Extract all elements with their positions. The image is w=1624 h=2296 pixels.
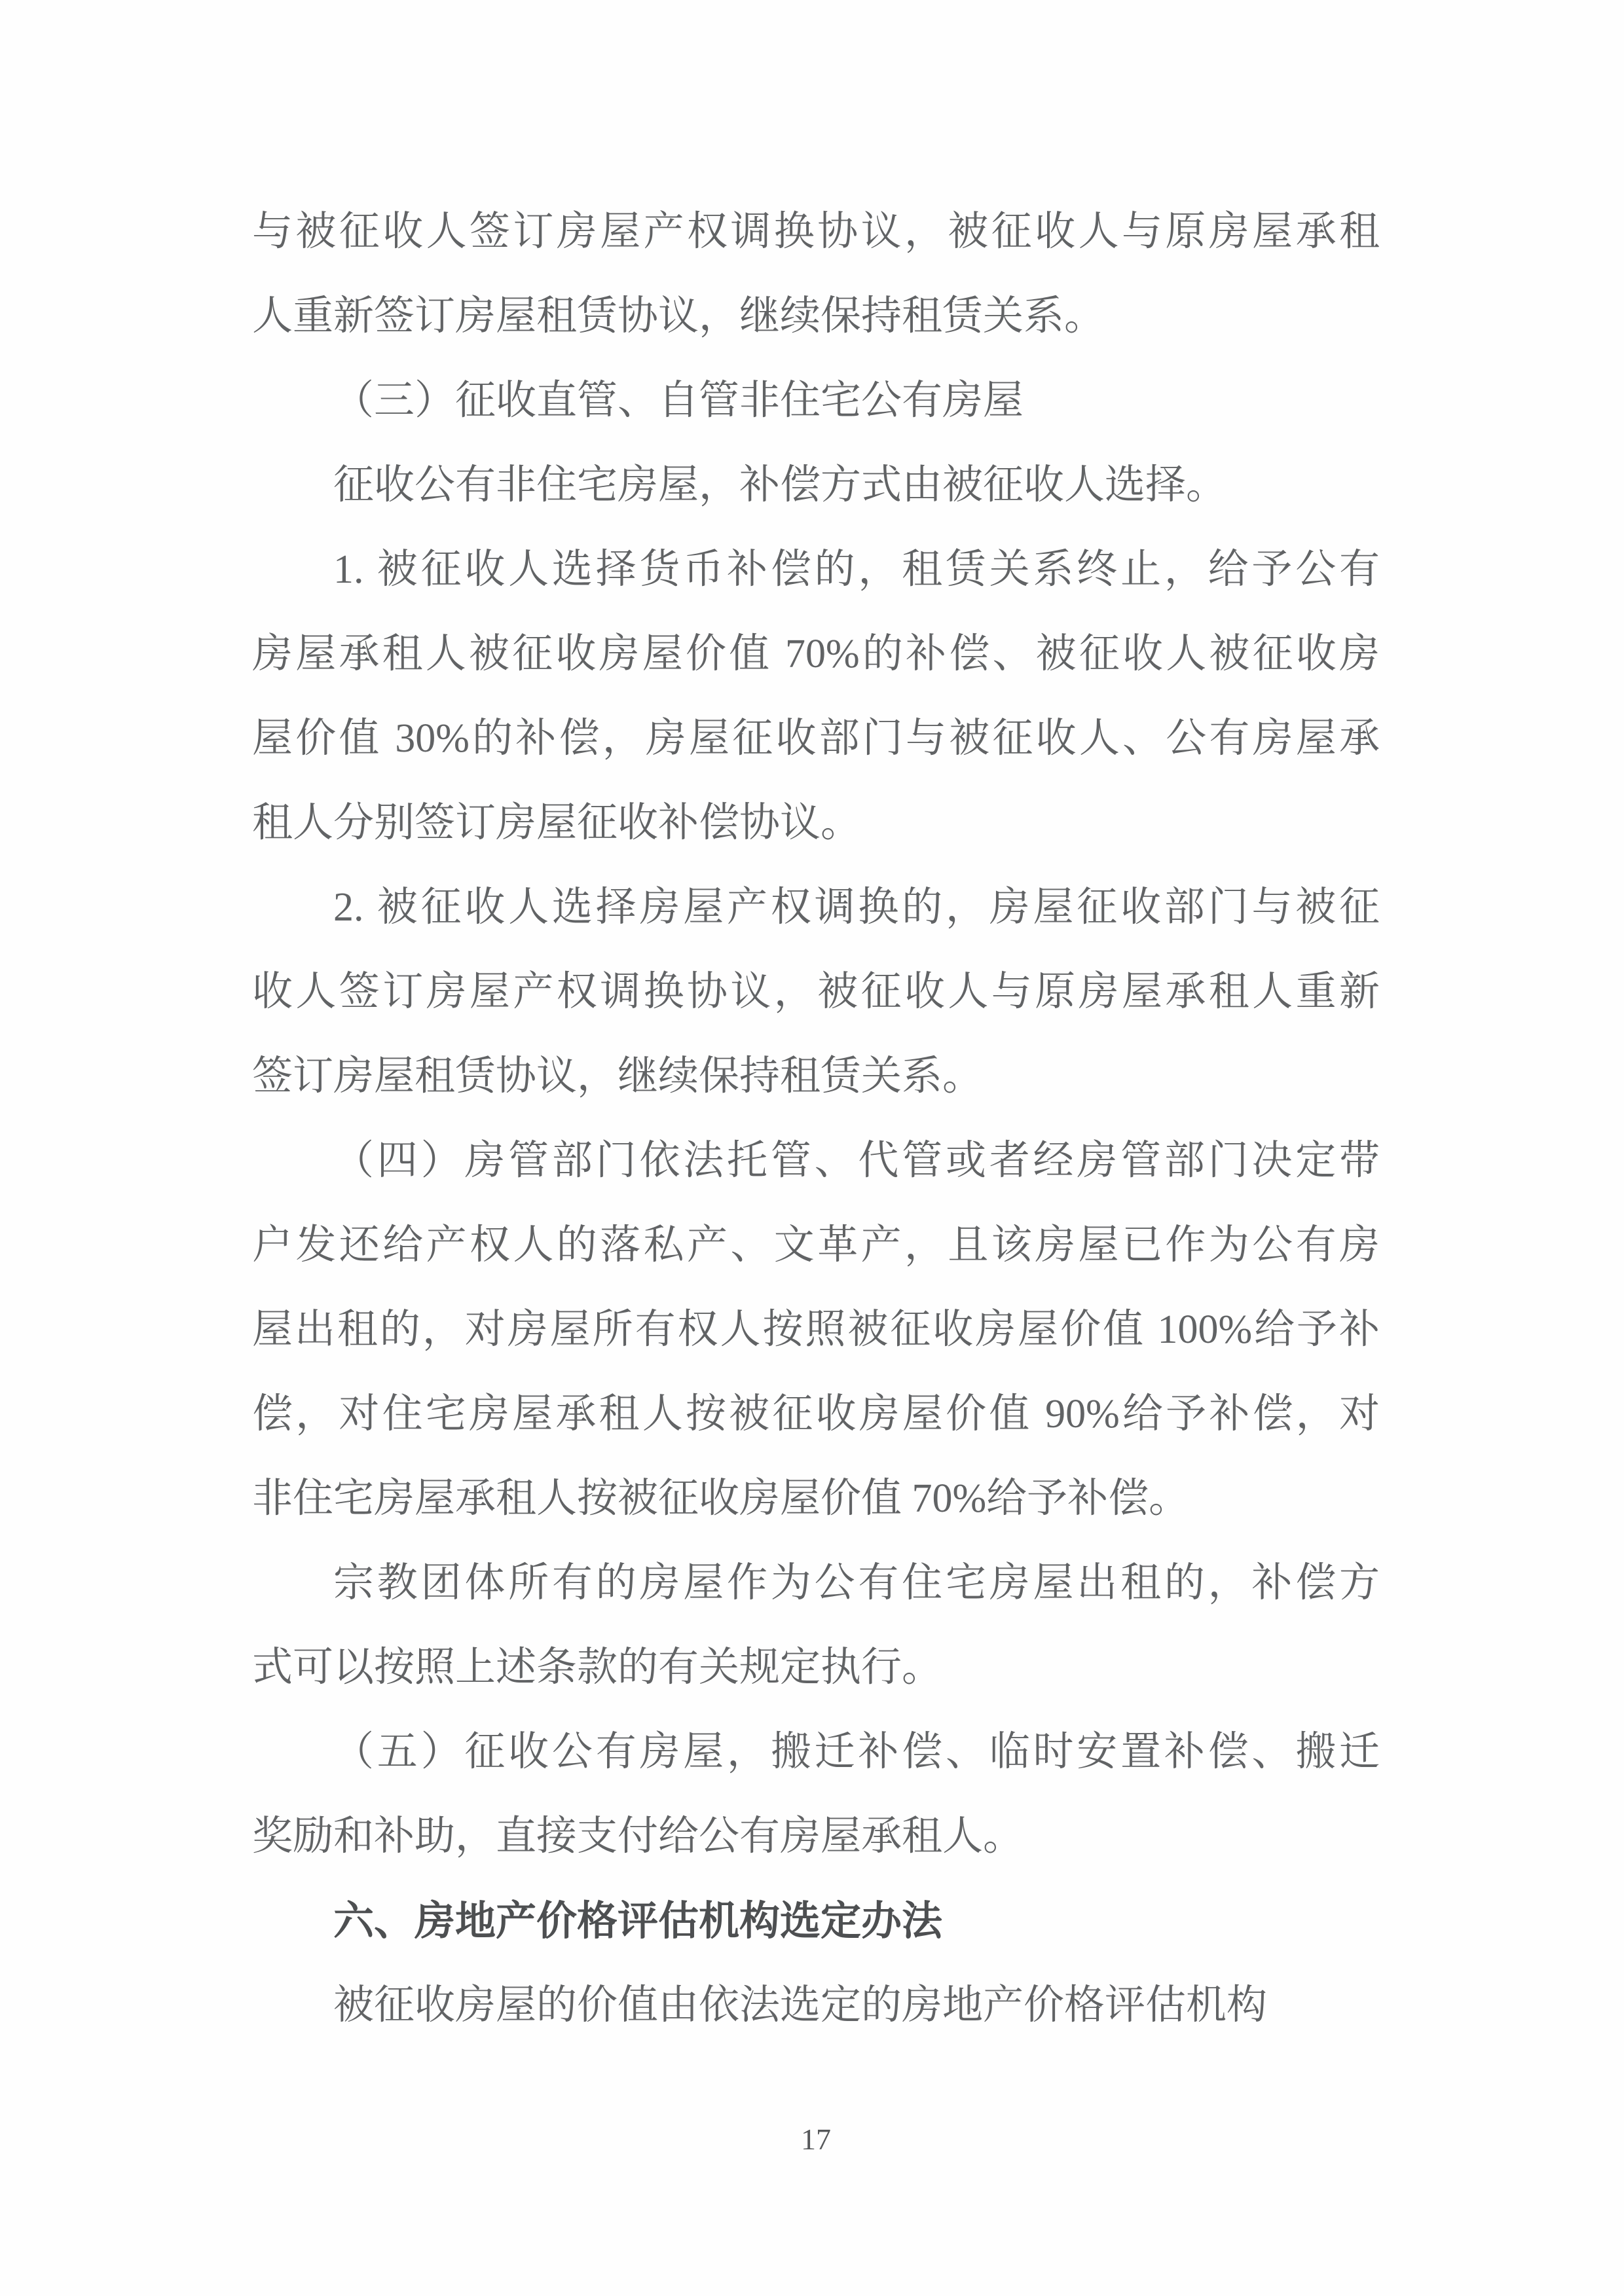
text-line: 被征收房屋的价值由依法选定的房地产价格评估机构 — [333, 1983, 1268, 2028]
text-line: （四）房管部门依法托管、代管或者经房管部门决定带 — [333, 1139, 1380, 1183]
text-line: 征收公有非住宅房屋，补偿方式由被征收人选择。 — [333, 463, 1227, 507]
text-line: 式可以按照上述条款的有关规定执行。 — [252, 1645, 943, 1690]
text-line: 2. 被征收人选择房屋产权调换的，房屋征收部门与被征 — [333, 885, 1380, 930]
text-line: 收人签订房屋产权调换协议，被征收人与原房屋承租人重新 — [252, 970, 1380, 1014]
text-line: 偿，对住宅房屋承租人按被征收房屋价值 90%给予补偿，对 — [252, 1392, 1380, 1436]
text-line: 签订房屋租赁协议，继续保持租赁关系。 — [252, 1054, 984, 1099]
text-line: 奖励和补助，直接支付给公有房屋承租人。 — [252, 1814, 1024, 1859]
page-number: 17 — [801, 2123, 831, 2156]
section-heading-line: 六、房地产价格评估机构选定办法 — [333, 1899, 943, 1944]
text-line: 宗教团体所有的房屋作为公有住宅房屋出租的，补偿方 — [333, 1561, 1380, 1605]
text-line: （五）征收公有房屋，搬迁补偿、临时安置补偿、搬迁 — [333, 1730, 1380, 1774]
text-line: 与被征收人签订房屋产权调换协议，被征收人与原房屋承租 — [252, 210, 1380, 254]
document-body — [252, 190, 1380, 2048]
text-line: 1. 被征收人选择货币补偿的，租赁关系终止，给予公有 — [333, 547, 1380, 592]
text-line: 人重新签订房屋租赁协议，继续保持租赁关系。 — [252, 294, 1105, 338]
text-line: 非住宅房屋承租人按被征收房屋价值 70%给予补偿。 — [252, 1476, 1190, 1521]
text-line: （三）征收直管、自管非住宅公有房屋 — [333, 378, 1024, 423]
text-line: 房屋承租人被征收房屋价值 70%的补偿、被征收人被征收房 — [252, 632, 1380, 676]
text-line: 屋价值 30%的补偿，房屋征收部门与被征收人、公有房屋承 — [252, 716, 1380, 761]
text-line: 户发还给产权人的落私产、文革产，且该房屋已作为公有房 — [252, 1223, 1380, 1267]
text-line: 屋出租的，对房屋所有权人按照被征收房屋价值 100%给予补 — [252, 1307, 1380, 1352]
text-line: 租人分别签订房屋征收补偿协议。 — [252, 801, 862, 845]
